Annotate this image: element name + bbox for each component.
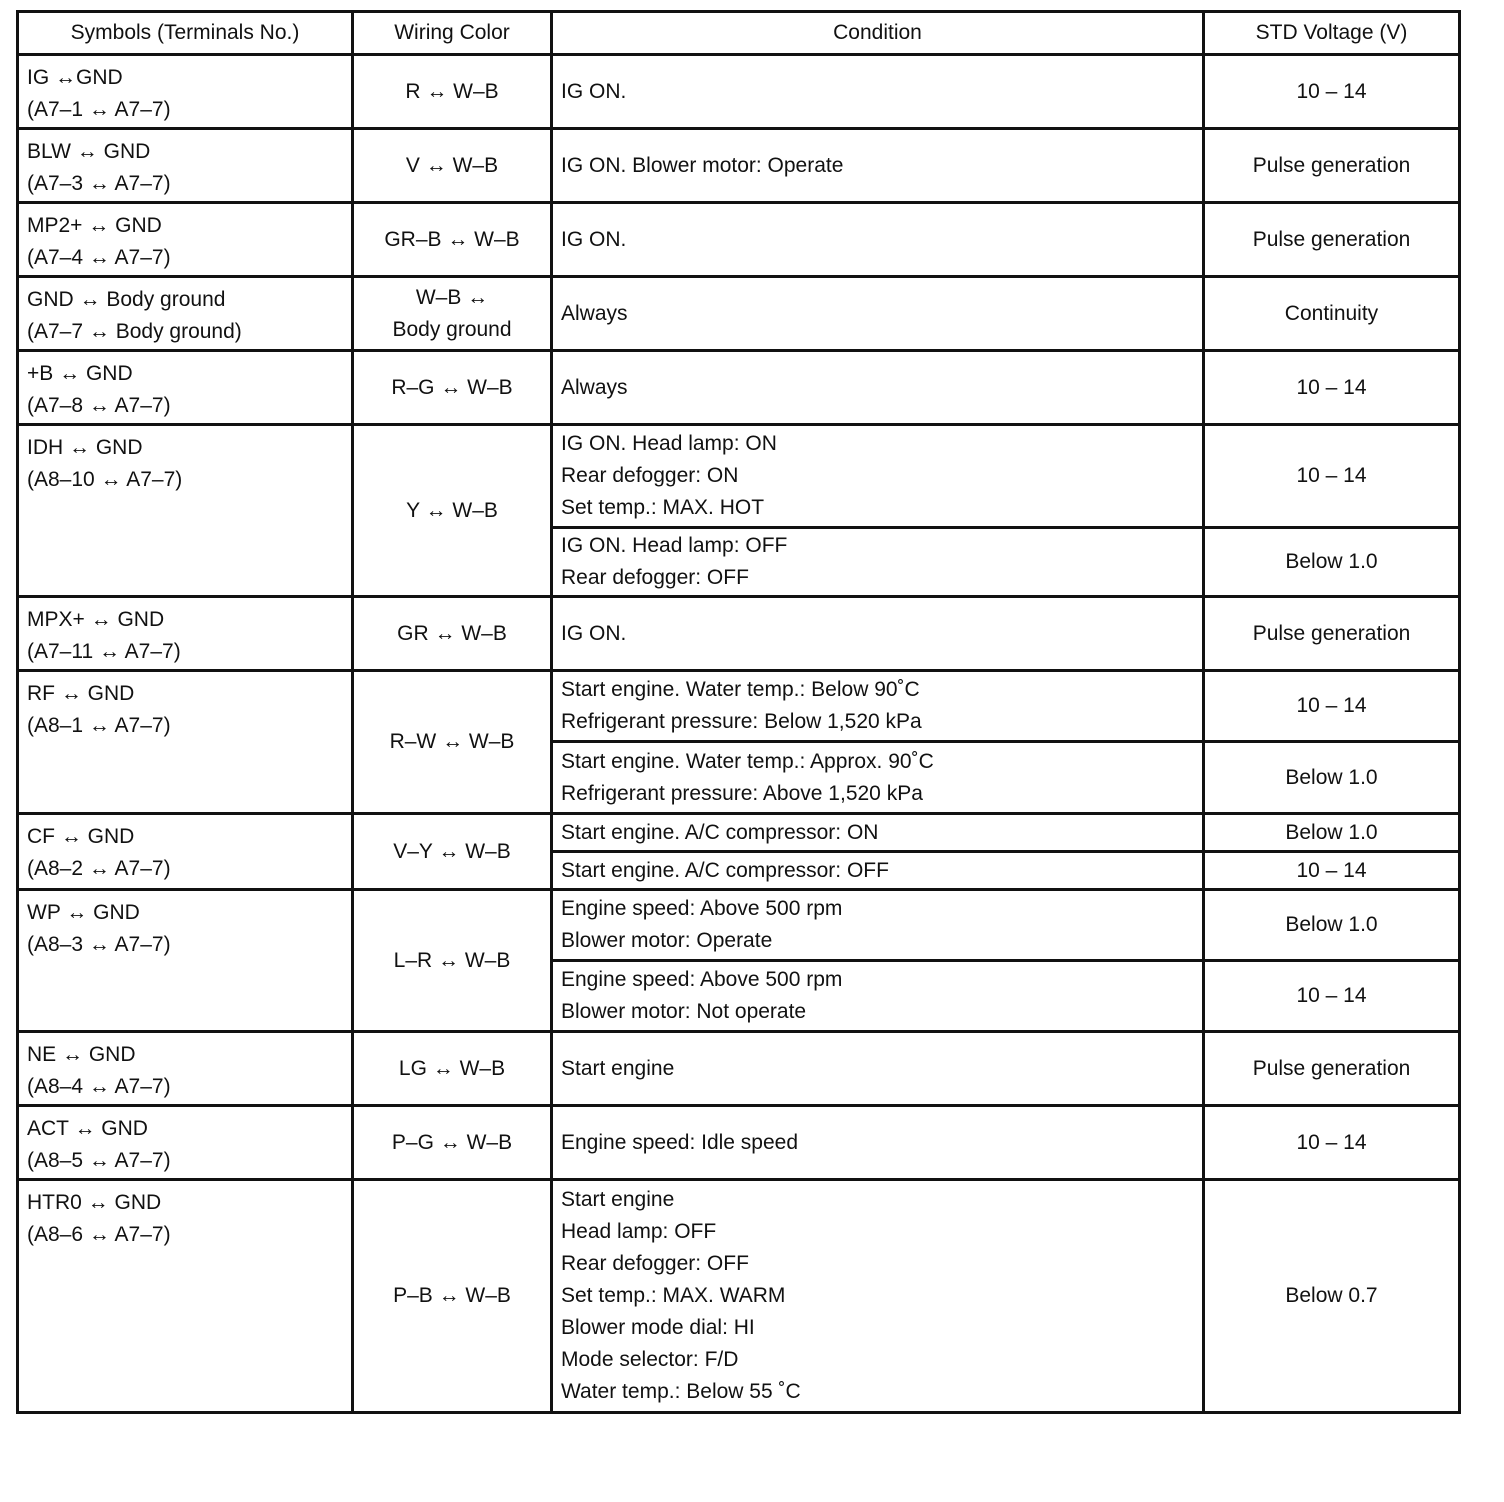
condition-line: Head lamp: OFF <box>561 1220 717 1243</box>
std-voltage-cell: 10 – 14 <box>1204 852 1460 890</box>
condition-line: Mode selector: F/D <box>561 1348 739 1371</box>
terminal-numbers: (A7–8 ↔ A7–7) <box>27 394 171 417</box>
table-row <box>18 890 1460 961</box>
header-std-voltage: STD Voltage (V) <box>1204 12 1460 55</box>
condition-line: Rear defogger: ON <box>561 464 739 487</box>
condition-line: Engine speed: Above 500 rpm <box>561 897 843 920</box>
symbol-label: MPX+ ↔ GND <box>27 608 165 631</box>
symbols-cell <box>18 1180 353 1413</box>
condition-line: Refrigerant pressure: Below 1,520 kPa <box>561 710 922 733</box>
terminal-numbers: (A8–5 ↔ A7–7) <box>27 1149 171 1172</box>
terminal-numbers: (A8–4 ↔ A7–7) <box>27 1075 171 1098</box>
std-voltage-cell: 10 – 14 <box>1204 425 1460 528</box>
wiring-color-line: L–R ↔ W–B <box>393 948 511 972</box>
condition-line: IG ON. Head lamp: OFF <box>561 534 788 557</box>
condition-line: Start engine. Water temp.: Approx. 90˚C <box>561 749 934 773</box>
terminal-numbers: (A8–3 ↔ A7–7) <box>27 933 171 956</box>
wiring-color-line: Body ground <box>392 317 512 341</box>
wiring-color-cell <box>353 1180 552 1413</box>
condition-line: Start engine. Water temp.: Below 90˚C <box>561 678 920 701</box>
header-row <box>18 12 1460 55</box>
wiring-color-cell <box>353 129 552 203</box>
header-symbols: Symbols (Terminals No.) <box>18 12 353 55</box>
std-voltage-cell: 10 – 14 <box>1204 671 1460 742</box>
condition-cell <box>552 814 1204 852</box>
condition-cell <box>552 528 1204 597</box>
condition-line: Rear defogger: OFF <box>561 1252 749 1275</box>
wiring-color-cell <box>353 203 552 277</box>
terminal-numbers: (A7–4 ↔ A7–7) <box>27 246 171 269</box>
std-voltage-cell: Pulse generation <box>1204 203 1460 277</box>
page <box>16 10 1461 1414</box>
wiring-color-line: Y ↔ W–B <box>406 498 498 522</box>
condition-line: Set temp.: MAX. WARM <box>561 1284 786 1307</box>
condition-line: Start engine <box>561 1188 675 1211</box>
condition-line: IG ON. <box>561 227 627 251</box>
condition-cell <box>552 742 1204 814</box>
wiring-color-line: R ↔ W–B <box>405 79 499 103</box>
wiring-color-line: V–Y ↔ W–B <box>393 839 511 863</box>
condition-line: Rear defogger: OFF <box>561 566 749 589</box>
wiring-color-line: R–G ↔ W–B <box>391 375 513 399</box>
wiring-color-line: P–B ↔ W–B <box>393 1284 511 1307</box>
symbols-cell <box>18 890 353 1032</box>
symbol-label: IDH ↔ GND <box>27 436 143 459</box>
condition-line: Blower motor: Not operate <box>561 1000 807 1023</box>
wiring-color-cell <box>353 55 552 129</box>
condition-line: Always <box>561 375 628 399</box>
wiring-color-cell <box>353 890 552 1032</box>
condition-cell <box>552 55 1204 129</box>
condition-cell <box>552 852 1204 890</box>
symbol-label: ACT ↔ GND <box>27 1117 148 1140</box>
symbols-cell <box>18 203 353 277</box>
symbols-cell <box>18 425 353 597</box>
terminal-numbers: (A8–10 ↔ A7–7) <box>27 468 183 491</box>
std-voltage-cell: 10 – 14 <box>1204 961 1460 1032</box>
table-body <box>18 55 1460 1413</box>
wiring-color-line: LG ↔ W–B <box>398 1056 506 1080</box>
condition-line: Start engine. A/C compressor: OFF <box>561 858 889 882</box>
symbols-cell <box>18 55 353 129</box>
condition-cell <box>552 203 1204 277</box>
condition-line: IG ON. Head lamp: ON <box>561 432 777 455</box>
table-row <box>18 1032 1460 1106</box>
symbols-cell <box>18 671 353 814</box>
condition-cell <box>552 890 1204 961</box>
condition-line: IG ON. <box>561 621 627 645</box>
terminal-numbers: (A7–3 ↔ A7–7) <box>27 172 171 195</box>
wiring-color-cell <box>353 277 552 351</box>
condition-line: IG ON. Blower motor: Operate <box>561 153 844 177</box>
wiring-color-cell <box>353 1032 552 1106</box>
condition-line: Engine speed: Idle speed <box>561 1130 799 1154</box>
table-row <box>18 597 1460 671</box>
symbols-cell <box>18 129 353 203</box>
table-row <box>18 1180 1460 1413</box>
table-row <box>18 425 1460 528</box>
symbol-label: BLW ↔ GND <box>27 140 151 163</box>
condition-line: Water temp.: Below 55 ˚C <box>561 1380 801 1403</box>
condition-cell <box>552 597 1204 671</box>
terminal-numbers: (A8–2 ↔ A7–7) <box>27 857 171 880</box>
wiring-color-line: V ↔ W–B <box>405 153 499 177</box>
condition-line: Start engine. A/C compressor: ON <box>561 820 879 844</box>
symbol-label: NE ↔ GND <box>27 1043 136 1066</box>
symbol-label: RF ↔ GND <box>27 682 135 705</box>
wiring-color-line: W–B ↔ <box>415 285 489 309</box>
terminal-voltage-table <box>16 10 1461 1414</box>
condition-cell <box>552 425 1204 528</box>
header-wiring-color: Wiring Color <box>353 12 552 55</box>
symbol-label: CF ↔ GND <box>27 825 135 848</box>
wiring-color-cell <box>353 597 552 671</box>
condition-cell <box>552 671 1204 742</box>
table-row <box>18 277 1460 351</box>
symbol-label: +B ↔ GND <box>27 362 133 385</box>
std-voltage-cell: Below 1.0 <box>1204 742 1460 814</box>
condition-line: IG ON. <box>561 79 627 103</box>
table-row <box>18 814 1460 852</box>
terminal-numbers: (A7–11 ↔ A7–7) <box>27 640 181 663</box>
table-row <box>18 671 1460 742</box>
std-voltage-cell: Pulse generation <box>1204 597 1460 671</box>
std-voltage-cell: 10 – 14 <box>1204 351 1460 425</box>
wiring-color-cell <box>353 1106 552 1180</box>
condition-cell <box>552 961 1204 1032</box>
std-voltage-cell: Below 0.7 <box>1204 1180 1460 1413</box>
symbols-cell <box>18 277 353 351</box>
terminal-numbers: (A8–1 ↔ A7–7) <box>27 714 171 737</box>
symbol-label: MP2+ ↔ GND <box>27 214 162 237</box>
wiring-color-line: GR–B ↔ W–B <box>384 227 520 251</box>
condition-line: Refrigerant pressure: Above 1,520 kPa <box>561 781 923 805</box>
table-row <box>18 55 1460 129</box>
condition-line: Start engine <box>561 1056 675 1080</box>
terminal-numbers: (A8–6 ↔ A7–7) <box>27 1223 171 1246</box>
symbol-label: HTR0 ↔ GND <box>27 1191 162 1214</box>
std-voltage-cell: 10 – 14 <box>1204 1106 1460 1180</box>
std-voltage-cell: Below 1.0 <box>1204 814 1460 852</box>
wiring-color-cell <box>353 671 552 814</box>
wiring-color-cell <box>353 425 552 597</box>
std-voltage-cell: 10 – 14 <box>1204 55 1460 129</box>
condition-line: Always <box>561 301 628 325</box>
symbols-cell <box>18 1032 353 1106</box>
header-condition: Condition <box>552 12 1204 55</box>
std-voltage-cell: Continuity <box>1204 277 1460 351</box>
terminal-numbers: (A7–7 ↔ Body ground) <box>27 320 242 343</box>
condition-cell <box>552 129 1204 203</box>
std-voltage-cell: Below 1.0 <box>1204 890 1460 961</box>
condition-line: Blower mode dial: HI <box>561 1316 755 1339</box>
terminal-numbers: (A7–1 ↔ A7–7) <box>27 98 171 121</box>
std-voltage-cell: Below 1.0 <box>1204 528 1460 597</box>
wiring-color-cell <box>353 814 552 890</box>
condition-cell <box>552 1032 1204 1106</box>
std-voltage-cell: Pulse generation <box>1204 1032 1460 1106</box>
condition-cell <box>552 1106 1204 1180</box>
condition-cell <box>552 1180 1204 1413</box>
table-row <box>18 351 1460 425</box>
wiring-color-line: R–W ↔ W–B <box>389 730 515 753</box>
table-row <box>18 129 1460 203</box>
table-row <box>18 203 1460 277</box>
symbols-cell <box>18 1106 353 1180</box>
wiring-color-line: GR ↔ W–B <box>397 621 507 645</box>
condition-line: Set temp.: MAX. HOT <box>561 496 765 519</box>
symbol-label: GND ↔ Body ground <box>27 288 226 311</box>
condition-line: Blower motor: Operate <box>561 929 773 952</box>
wiring-color-cell <box>353 351 552 425</box>
symbols-cell <box>18 597 353 671</box>
symbols-cell <box>18 351 353 425</box>
condition-cell <box>552 277 1204 351</box>
table-row <box>18 1106 1460 1180</box>
symbols-cell <box>18 814 353 890</box>
std-voltage-cell: Pulse generation <box>1204 129 1460 203</box>
condition-line: Engine speed: Above 500 rpm <box>561 968 843 991</box>
condition-cell <box>552 351 1204 425</box>
wiring-color-line: P–G ↔ W–B <box>391 1130 513 1154</box>
symbol-label: WP ↔ GND <box>27 901 140 924</box>
symbol-label: IG ↔GND <box>27 66 123 89</box>
